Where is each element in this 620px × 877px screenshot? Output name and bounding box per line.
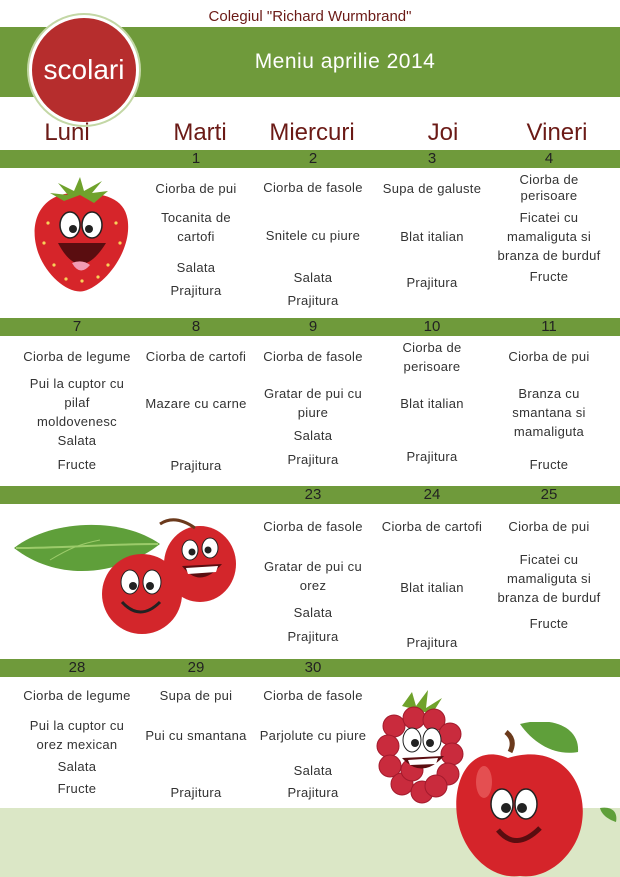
menu-item: Gratar de pui cu orez [263, 559, 362, 593]
menu-item: Salata [176, 260, 216, 275]
date-number: 30 [304, 659, 322, 676]
menu-item: Fructe [57, 457, 97, 472]
menu-item: Fructe [529, 457, 569, 472]
date-number: 8 [191, 318, 201, 335]
menu-item: Ciorba de cartofi [381, 519, 483, 534]
page-title: Meniu aprilie 2014 [254, 50, 436, 73]
menu-item: Parjolute cu piure [259, 728, 367, 743]
date-number: 7 [72, 318, 82, 335]
menu-item: Blat italian [400, 396, 464, 411]
menu-item: Blat italian [400, 229, 464, 244]
date-number: 11 [541, 318, 557, 335]
menu-item: Prajitura [406, 635, 458, 650]
menu-cell [251, 686, 375, 802]
menu-item: Ciorba de fasole [263, 519, 363, 534]
menu-cell [487, 517, 611, 633]
menu-item: Ciorba de fasole [263, 180, 363, 195]
menu-cell [370, 338, 494, 466]
menu-item: Prajitura [287, 452, 339, 467]
date-number: 1 [191, 150, 201, 167]
menu-item: Pui cu smantana [145, 728, 247, 743]
menu-cell [370, 517, 494, 652]
menu-item: Salata [293, 270, 333, 285]
date-number: 23 [304, 486, 322, 503]
menu-cell [487, 347, 611, 474]
menu-item: Tocanita de cartofi [161, 210, 231, 244]
menu-item: Prajitura [287, 785, 339, 800]
strawberry-illustration [28, 173, 132, 301]
date-number: 25 [540, 486, 558, 503]
menu-item: Fructe [529, 269, 569, 284]
menu-item: Gratar de pui cu piure [263, 386, 362, 420]
menu-item: Salata [57, 759, 97, 774]
menu-item: Branza cu smantana si mamaliguta [512, 386, 586, 439]
menu-item: Mazare cu carne [145, 396, 247, 411]
menu-item: Blat italian [400, 580, 464, 595]
menu-item: Pui la cuptor cu orez mexican [29, 718, 125, 752]
date-number: 2 [308, 150, 318, 167]
menu-item: Prajitura [170, 458, 222, 473]
logo-text: scolari [43, 54, 125, 85]
date-number: 9 [308, 318, 318, 335]
menu-item: Prajitura [287, 293, 339, 308]
menu-item: Ciorba de legume [23, 349, 131, 364]
menu-item: Prajitura [287, 629, 339, 644]
date-number: 24 [423, 486, 441, 503]
menu-cell [487, 172, 611, 286]
menu-item: Salata [293, 428, 333, 443]
menu-item: Salata [293, 763, 333, 778]
day-monday: Luni [44, 119, 90, 146]
menu-item: Ciorba de perisoare [519, 172, 579, 203]
menu-item: Ciorba de cartofi [145, 349, 247, 364]
menu-cell [134, 347, 258, 475]
menu-item: Prajitura [170, 785, 222, 800]
menu-cell [251, 178, 375, 310]
menu-item: Snitele cu piure [265, 228, 361, 243]
logo [29, 15, 139, 125]
day-friday: Vineri [526, 119, 588, 146]
menu-item: Prajitura [406, 449, 458, 464]
school-name: Colegiul "Richard Wurmbrand" [208, 8, 412, 25]
menu-item: Ciorba de fasole [263, 349, 363, 364]
date-number: 29 [187, 659, 205, 676]
menu-item: Ciorba de pui [508, 519, 590, 534]
menu-item: Prajitura [170, 283, 222, 298]
menu-item: Pui la cuptor cu pilaf moldovenesc [29, 376, 125, 429]
menu-item: Ciorba de fasole [263, 688, 363, 703]
menu-cell [251, 347, 375, 469]
menu-item: Supa de pui [159, 688, 233, 703]
menu-cell [134, 686, 258, 802]
menu-item: Ciorba de pui [508, 349, 590, 364]
menu-item: Ficatei cu mamaliguta si branza de burduf [497, 210, 601, 263]
date-number: 4 [544, 150, 554, 167]
day-wednesday: Miercuri [269, 119, 355, 146]
menu-item: Salata [293, 605, 333, 620]
day-thursday: Joi [427, 119, 459, 146]
menu-item: Prajitura [406, 275, 458, 290]
menu-cell [251, 517, 375, 646]
cherries-illustration [10, 514, 240, 639]
menu-cell [15, 347, 139, 474]
date-number: 3 [427, 150, 437, 167]
menu-item: Ciorba de perisoare [402, 340, 462, 374]
menu-item: Fructe [529, 616, 569, 631]
menu-item: Ficatei cu mamaliguta si branza de burduf [497, 552, 601, 605]
day-tuesday: Marti [173, 119, 227, 146]
menu-cell [370, 179, 494, 292]
menu-item: Supa de galuste [382, 181, 482, 196]
menu-cell [15, 686, 139, 798]
date-number: 28 [68, 659, 86, 676]
menu-cell [134, 179, 258, 300]
menu-item: Salata [57, 433, 97, 448]
date-number: 10 [423, 318, 441, 335]
apple-illustration [450, 722, 620, 877]
menu-item: Fructe [57, 781, 97, 796]
menu-item: Ciorba de legume [23, 688, 131, 703]
menu-item: Ciorba de pui [155, 181, 237, 196]
